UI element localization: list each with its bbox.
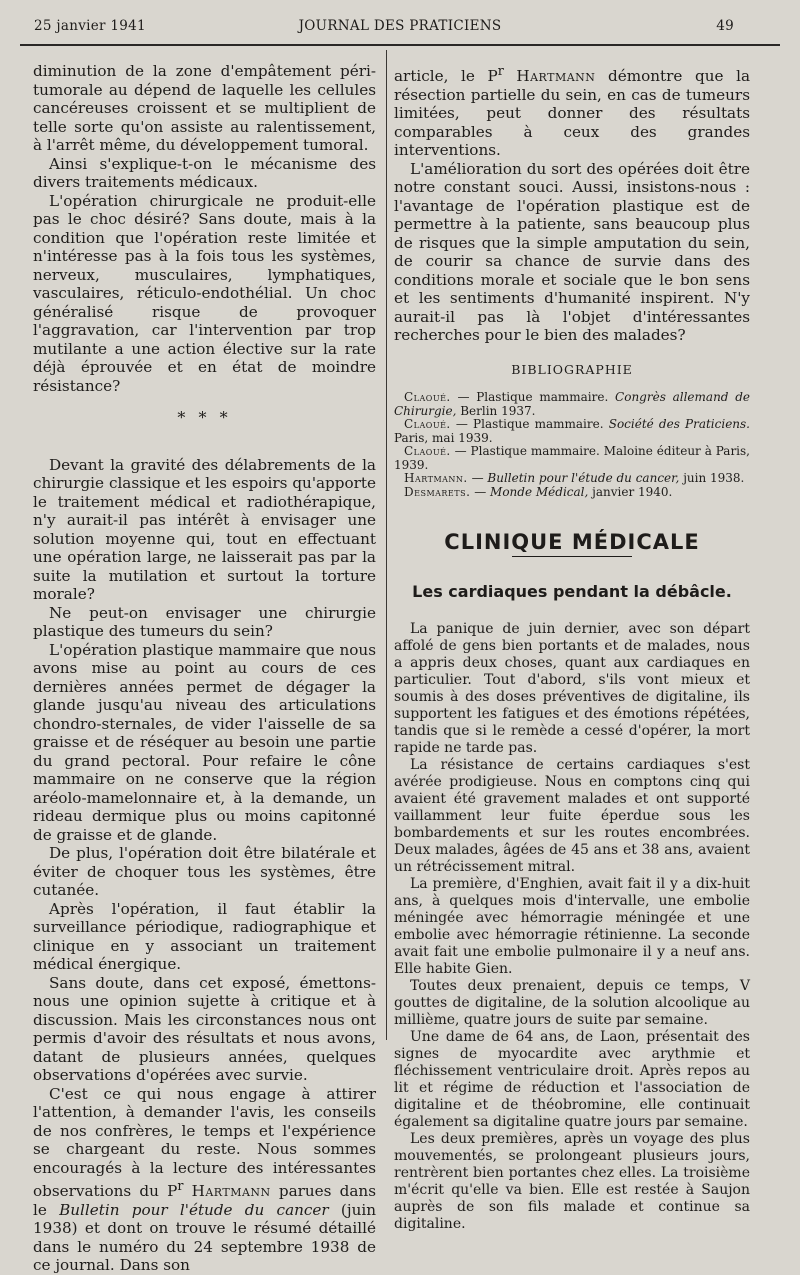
bibliography-entry bbox=[394, 418, 750, 445]
paragraph: La résistance de certains cardiaques s'est avérée prodigieuse. Nous en comptons cinq qui avaient été gravement malades et ont supporté vaillamment leur fuite éperdue sous les bombardements et sur les routes encombrées. Deux malades, âgées de 45 ans et 38 ans, avaient un rétrécissement mitral. bbox=[394, 757, 750, 876]
paragraph: La panique de juin dernier, avec son départ affolé de gens bien portants et de malades, nous a appris deux choses, quant aux cardiaques en particulier. Tout d'abord, s'ils vont mieux et soumis à des doses préventives de digitaline, ils supportent les fatigues et des émotions répétées, tandis que si le remède a cessé d'opérer, la mort rapide ne tarde pas. bbox=[394, 621, 750, 757]
bibliography-entry bbox=[394, 391, 750, 418]
text-run: Paris, mai 1939. bbox=[394, 430, 493, 445]
paragraph: Toutes deux prenaient, depuis ce temps, V gouttes de digitaline, de la solution alcoolique au millième, quatre jours de suite par semaine. bbox=[394, 978, 750, 1029]
paragraph: Ainsi s'explique-t-on le mécanisme des divers traitements médicaux. bbox=[33, 154, 376, 191]
text-run: janvier 1940. bbox=[588, 484, 673, 499]
paragraph: Les deux premières, après un voyage des plus mouvementés, se prolongeant plusieurs jours, rentrèrent bien portantes chez elles. La troisième m'écrit qu'elle va bien. Elle est restée à Saujon auprès de son fils malade et continue sa digitaline. bbox=[394, 1131, 750, 1233]
text-run: démontre que la résection partielle du sein, en cas de tumeurs limitées, peut donner des résultats comparables à ceux des grandes interventions. bbox=[394, 67, 750, 160]
journal-citation: Bulletin pour l'étude du cancer bbox=[59, 1200, 329, 1219]
section-title: CLINIQUE MÉDICALE bbox=[444, 530, 700, 555]
bibliography-author: Desmarets. bbox=[404, 484, 471, 499]
paragraph: Après l'opération, il faut établir la surveillance périodique, radiographique et clinique en y associant un traitement médical énergique. bbox=[33, 899, 376, 973]
text-run: juin 1938. bbox=[679, 471, 745, 486]
section-separator: * * * bbox=[177, 408, 232, 427]
bibliography-author: Claoué. bbox=[404, 444, 451, 459]
text-run: — bbox=[467, 471, 488, 486]
text-run: parues dans le bbox=[33, 1182, 377, 1219]
text-run: — Plastique mammaire. Maloine éditeur à Paris, 1939. bbox=[394, 444, 750, 472]
superscript: r bbox=[177, 1178, 184, 1193]
bibliography-source: Monde Médical, bbox=[490, 484, 589, 499]
bibliography-heading: BIBLIOGRAPHIE bbox=[511, 361, 633, 377]
article-title: Les cardiaques pendant la débâcle. bbox=[412, 581, 732, 601]
paragraph: L'opération chirurgicale ne produit-elle pas le choc désiré? Sans doute, mais à la condition que l'opération reste limitée et n'intéresse pas à la fois tous les systèmes, nerveux, musculaires, lymphatiques, vasculaires, réticulo-endothélial. Un choc généralisé risque de provoquer l'aggravation, car l'intervention par trop mutilante a une action élective sur la rate déjà éprouvée et en état de moindre résistance? bbox=[33, 191, 376, 395]
issue-date: 25 janvier 1941 bbox=[34, 18, 146, 34]
page-number: 49 bbox=[716, 18, 734, 34]
text-run: — bbox=[470, 484, 491, 499]
paragraph: diminution de la zone d'empâtement péri-tumorale au dépend de laquelle les cellules cancéreuses croissent et se multiplient de telle sorte qu'on assiste au ralentissement, à l'arrêt même, du développement tumoral. bbox=[33, 62, 376, 154]
bibliography-entry bbox=[394, 472, 750, 486]
right-column bbox=[394, 62, 750, 1233]
paragraph: L'amélioration du sort des opérées doit être notre constant souci. Aussi, insistons-nous : l'avantage de l'opération plastique est de permettre à la patiente, sans beaucoup plus de risques que la simple amputation du sein, de courir sa chance de survie dans des conditions morale et sociale que le bon sens et les sentiments d'humanité inspirent. N'y aurait-il pas là l'objet d'intéressantes recherches pour le bien des malades? bbox=[394, 159, 750, 345]
bibliography-author: Hartmann. bbox=[404, 471, 468, 486]
text-run: (juin 1938) et dont on trouve le résumé détaillé dans le numéro du 24 septembre 1938 de ce journal. Dans son bbox=[33, 1200, 376, 1275]
text-run: — Plastique mammaire. bbox=[450, 417, 609, 432]
bibliography-entry bbox=[394, 486, 750, 500]
journal-title: JOURNAL DES PRATICIENS bbox=[298, 18, 502, 34]
author-name: Hartmann bbox=[191, 1182, 271, 1201]
paragraph bbox=[33, 1085, 376, 1275]
paragraph bbox=[394, 62, 750, 160]
text-run: Berlin 1937. bbox=[456, 403, 536, 418]
paragraph: Devant la gravité des délabrements de la chirurgie classique et les espoirs qu'apporte le traitement médical et radiothérapique, n'y aurait-il pas intérêt à envisager une solution moyenne qui, tout en effectuant une opération large, ne laisserait pas par la suite la mutilation et surtout la torture morale? bbox=[33, 455, 376, 603]
left-column bbox=[33, 62, 376, 1275]
article-body bbox=[394, 621, 750, 1233]
bibliography-author: Claoué. bbox=[404, 390, 451, 405]
page-header bbox=[30, 18, 770, 40]
column-divider bbox=[386, 50, 387, 1040]
paragraph: L'opération plastique mammaire que nous avons mise au point au cours de ces dernières années permet de dégager la glande jusqu'au niveau des articulations chondro-sternales, de vider l'aisselle de sa graisse et de réséquer au besoin une partie du grand pectoral. Pour refaire le cône mammaire on ne conserve que la région aréolo-mamelonnaire et, à la demande, un rideau dermique plus ou moins capitonné de graisse et de glande. bbox=[33, 640, 376, 844]
paragraph: La première, d'Enghien, avait fait il y a dix-huit ans, à quelques mois d'intervalle, une embolie méningée avec hémorragie méningée et une embolie avec hémorragie rétinienne. La seconde avait fait une embolie pulmonaire il y a neuf ans. Elle habite Gien. bbox=[394, 876, 750, 978]
bibliography-source: Société des Praticiens. bbox=[608, 417, 750, 432]
header-rule bbox=[20, 44, 780, 46]
text-run: article, le P bbox=[394, 67, 498, 86]
bibliography-list bbox=[394, 391, 750, 499]
bibliography-entry bbox=[394, 445, 750, 472]
text-run: — Plastique mammaire. bbox=[450, 390, 616, 405]
author-name: Hartmann bbox=[516, 67, 596, 86]
bibliography-source: Bulletin pour l'étude du cancer, bbox=[487, 471, 680, 486]
section-title-rule bbox=[512, 556, 632, 557]
paragraph: Une dame de 64 ans, de Laon, présentait des signes de myocardite avec arythmie et fléchissement ventriculaire droit. Après repos au lit et régime de réduction et l'association de digitaline et de théobromine, elle continuait également sa digitaline quatre jours par semaine. bbox=[394, 1029, 750, 1131]
paragraph: De plus, l'opération doit être bilatérale et éviter de choquer tous les systèmes, être cutanée. bbox=[33, 844, 376, 899]
bibliography-author: Claoué. bbox=[404, 417, 451, 432]
superscript: r bbox=[497, 63, 504, 78]
paragraph: Ne peut-on envisager une chirurgie plastique des tumeurs du sein? bbox=[33, 603, 376, 640]
text-run: C'est ce qui nous engage à attirer l'attention, à demander l'avis, les conseils de nos confrères, le temps et l'expérience se chargeant du reste. Nous sommes encouragés à la lecture des intéressantes observations du P bbox=[33, 1084, 376, 1201]
bibliography-source: Congrès allemand de Chirurgie, bbox=[394, 390, 751, 418]
paragraph: Sans doute, dans cet exposé, émettons-nous une opinion sujette à critique et à discussion. Mais les circonstances nous ont permis d'avoir des résultats et nous avons, datant de plusieurs années, quelques observations d'opérées avec survie. bbox=[33, 973, 376, 1084]
